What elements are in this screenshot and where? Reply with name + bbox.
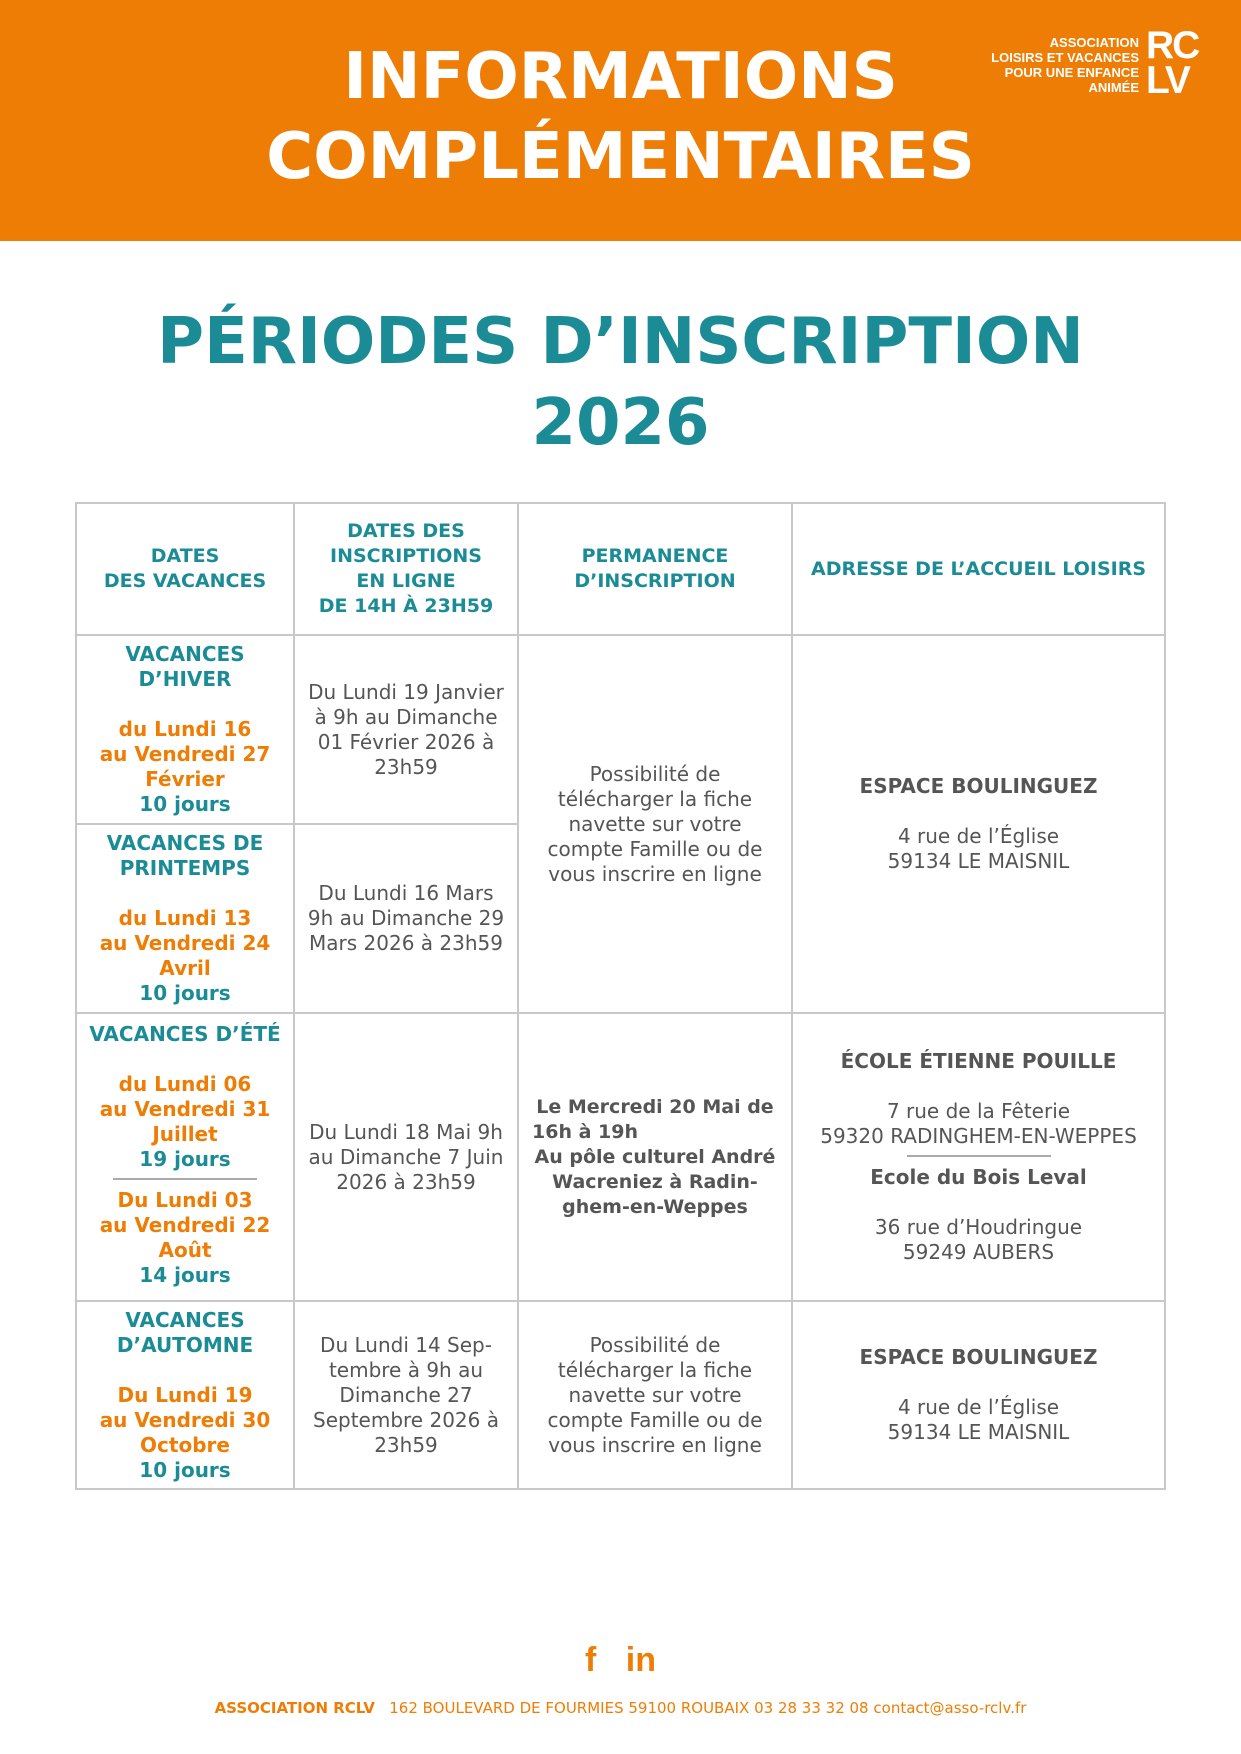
header-title-line1: INFORMATIONS — [343, 40, 898, 114]
col-header-dates-vacances: DATES DES VACANCES — [103, 545, 267, 592]
ete-period1-duration: 19 jours — [139, 1147, 231, 1171]
ete-period-divider — [113, 1178, 257, 1180]
footer-email[interactable]: contact@asso-rclv.fr — [873, 1699, 1027, 1717]
logo-association-text: ASSOCIATION LOISIRS ET VACANCES POUR UNE ENFANCE ANIMÉE — [991, 35, 1139, 95]
automne-dates-cell: VACANCES D’AUTOMNE Du Lundi 19 au Vendredi 30 Octobre 10 jours — [99, 1307, 271, 1482]
social-links — [0, 1640, 1241, 1680]
header-band — [0, 0, 1241, 241]
ete-address-cell: ÉCOLE ÉTIENNE POUILLE 7 rue de la Fêterie 59320 RADINGHEM-EN-WEPPES Ecole du Bois Leval 36 rue d’Houdringue 59249 AUBERS — [820, 1049, 1137, 1264]
col-header-permanence: PERMANENCE D’INSCRIPTION — [574, 545, 736, 592]
ete-period2-duration: 14 jours — [139, 1263, 231, 1287]
automne-inscription-cell: Du Lundi 14 Sep- tembre à 9h au Dimanche 27 Septembre 2026 à 23h59 — [313, 1332, 499, 1457]
hiver-printemps-address-cell: ESPACE BOULINGUEZ 4 rue de l’Église 59134 LE MAISNIL — [859, 774, 1098, 873]
page-title-year: 2026 — [531, 386, 710, 460]
ete-permanence-cell: Le Mercredi 20 Mai de 16h à 19h Au pôle culturel André Wacreniez à Radin- ghem-en-Weppes — [532, 1095, 776, 1218]
hiver-inscription-cell: Du Lundi 19 Janvier à 9h au Dimanche 01 Février 2026 à 23h59 — [308, 679, 504, 779]
ete-inscription-cell: Du Lundi 18 Mai 9h au Dimanche 7 Juin 2026 à 23h59 — [308, 1119, 504, 1194]
printemps-inscription-cell: Du Lundi 16 Mars 9h au Dimanche 29 Mars 2026 à 23h59 — [307, 881, 505, 955]
col-header-adresse: ADRESSE DE L’ACCUEIL LOISIRS — [810, 557, 1147, 580]
ete-dates-cell: VACANCES D’ÉTÉ du Lundi 06 au Vendredi 31 Juillet 19 jours Du Lundi 03 au Vendredi 22 Août 14 jours — [89, 1022, 281, 1287]
hiver-printemps-permanence-cell: Possibilité de télécharger la fiche navette sur votre compte Famille ou de vous inscrire en ligne — [547, 761, 763, 886]
ete-address-divider — [907, 1155, 1051, 1157]
footer-phone: 03 28 33 32 08 — [754, 1699, 869, 1717]
col-header-inscriptions-en-ligne: DATES DES INSCRIPTIONS EN LIGNE DE 14H À 23H59 — [318, 520, 494, 617]
linkedin-icon[interactable]: in — [625, 1641, 656, 1679]
footer-association-name: ASSOCIATION RCLV — [214, 1699, 375, 1717]
automne-duration: 10 jours — [139, 1457, 231, 1482]
automne-permanence-cell: Possibilité de télécharger la fiche navette sur votre compte Famille ou de vous inscrire en ligne — [547, 1332, 763, 1457]
automne-address-cell: ESPACE BOULINGUEZ 4 rue de l’Église 59134 LE MAISNIL — [859, 1345, 1098, 1444]
rclv-logo-mark: RC LV — [1146, 24, 1199, 102]
footer-contact — [0, 1698, 1241, 1718]
printemps-dates-cell: VACANCES DE PRINTEMPS du Lundi 13 au Vendredi 24 Avril 10 jours — [99, 831, 271, 1005]
footer-address: 162 BOULEVARD DE FOURMIES 59100 ROUBAIX — [389, 1699, 750, 1717]
header-title-line2: COMPLÉMENTAIRES — [266, 120, 975, 194]
facebook-icon[interactable]: f — [585, 1641, 597, 1679]
page-title-line1: PÉRIODES D’INSCRIPTION — [157, 305, 1084, 379]
hiver-dates-cell: VACANCES D’HIVER du Lundi 16 au Vendredi 27 Février 10 jours — [99, 642, 271, 816]
printemps-duration: 10 jours — [139, 981, 231, 1005]
hiver-duration: 10 jours — [139, 792, 231, 816]
